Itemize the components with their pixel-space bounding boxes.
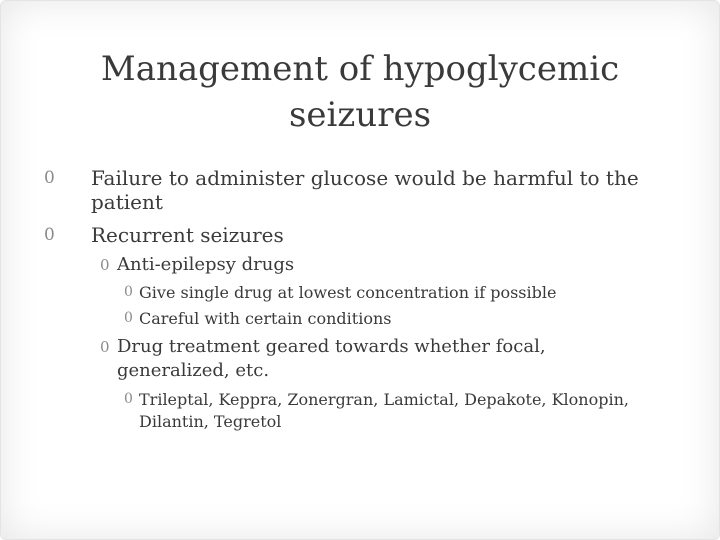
bullet-marker: 0: [124, 391, 133, 407]
title-line-1: Management of hypoglycemic: [100, 49, 620, 89]
bullet-text: Drug treatment geared towards whether focal, generalized, etc.: [117, 336, 546, 381]
bullet-text: Anti-epilepsy drugs: [117, 254, 295, 275]
bullet-marker: 0: [124, 310, 133, 326]
bullet-marker: 0: [44, 168, 55, 188]
slide-title: [60, 46, 660, 138]
bullet-text: Recurrent seizures: [91, 223, 284, 247]
bullet-text: Careful with certain conditions: [139, 309, 392, 328]
bullet-text: Trileptal, Keppra, Zonergran, Lamictal, Depakote, Klonopin, Dilantin, Tegretol: [139, 390, 629, 431]
bullet-text: Give single drug at lowest concentration if possible: [139, 283, 557, 302]
bullet-marker: 0: [100, 256, 110, 274]
bullet-marker: 0: [44, 225, 55, 245]
bullet-text: Failure to administer glucose would be harmful to the patient: [91, 166, 639, 214]
title-line-2: seizures: [288, 95, 432, 135]
bullet-marker: 0: [100, 338, 110, 356]
bullet-marker: 0: [124, 284, 133, 300]
